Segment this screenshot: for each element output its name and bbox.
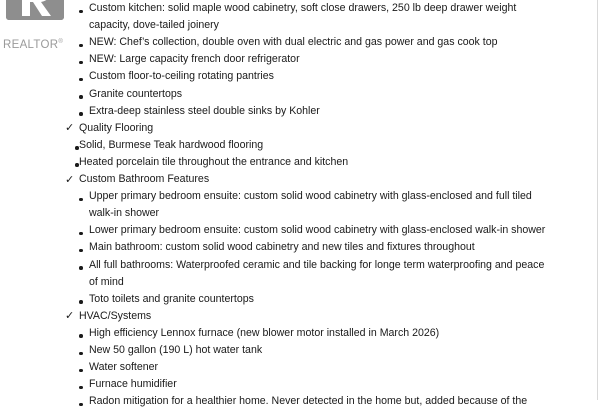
realtor-wordmark: REALTOR® (3, 39, 64, 51)
list-item-text: Main bathroom: custom solid wood cabinetry and new tiles and fixtures throughout (89, 241, 475, 254)
bullet-icon (79, 382, 83, 395)
list-item-text: Heated porcelain tile throughout the entrance and kitchen (79, 155, 349, 168)
checkmark-icon: ✓ (65, 309, 75, 323)
bullet-icon (79, 399, 83, 412)
bullet-icon (79, 40, 83, 53)
checkmark-icon: ✓ (65, 121, 75, 135)
list-item-text: Solid, Burmese Teak hardwood flooring (79, 138, 264, 151)
bullet-icon (79, 6, 83, 19)
list-item-text: All full bathrooms: Waterproofed ceramic and tile backing for longe term waterproofing and peace (89, 258, 545, 271)
bullet-icon (79, 331, 83, 344)
checkmark-icon: ✓ (65, 172, 75, 186)
list-item-text: High efficiency Lennox furnace (new blower motor installed in March 2026) (89, 326, 440, 339)
list-item-text: Radon mitigation for a healthier home. Never detected in the home but, added because of the (89, 395, 528, 408)
list-item-text: capacity, dove-tailed joinery (89, 19, 219, 32)
bullet-icon (79, 228, 83, 241)
realtor-logo (3, 0, 69, 56)
page-edge-rule (597, 0, 598, 400)
list-item-text: Water softener (89, 361, 159, 374)
section-heading: Quality Flooring (79, 121, 154, 134)
bullet-icon (79, 348, 83, 361)
list-item-text: Custom kitchen: solid maple wood cabinetry, soft close drawers, 250 lb deep drawer weight (89, 2, 517, 14)
realtor-r-logo-icon (6, 0, 64, 20)
list-item-text: walk-in shower (89, 207, 160, 220)
bullet-icon (79, 245, 83, 258)
bullet-icon (75, 143, 79, 156)
list-item-text: NEW: Chef’s collection, double oven with dual electric and gas power and gas cook top (89, 36, 498, 49)
section-heading: Custom Bathroom Features (79, 173, 210, 185)
list-item-text: Custom floor-to-ceiling rotating pantries (89, 70, 274, 83)
list-item-text: of mind (89, 275, 124, 288)
bullet-icon (79, 263, 83, 276)
list-item-text: Extra-deep stainless steel double sinks by Kohler (89, 104, 320, 117)
bullet-icon (79, 92, 83, 105)
list-item-text: Granite countertops (89, 87, 183, 100)
bullet-icon (79, 297, 83, 310)
bullet-icon (79, 194, 83, 207)
bullet-icon (79, 74, 83, 87)
list-item-text: Upper primary bedroom ensuite: custom solid wood cabinetry with glass-enclosed and full tiled (89, 190, 532, 203)
list-item-text: Lower primary bedroom ensuite: custom solid wood cabinetry with glass-enclosed walk-in shower (89, 224, 546, 237)
list-item-text: New 50 gallon (190 L) hot water tank (89, 344, 263, 356)
bullet-icon (79, 109, 83, 122)
list-item-text: Furnace humidifier (89, 378, 177, 391)
list-item-text: Toto toilets and granite countertops (89, 292, 254, 305)
bullet-icon (79, 57, 83, 70)
bullet-icon (75, 160, 79, 173)
list-item-text: NEW: Large capacity french door refrigerator (89, 53, 300, 66)
bullet-icon (79, 365, 83, 378)
section-heading: HVAC/Systems (79, 309, 152, 322)
